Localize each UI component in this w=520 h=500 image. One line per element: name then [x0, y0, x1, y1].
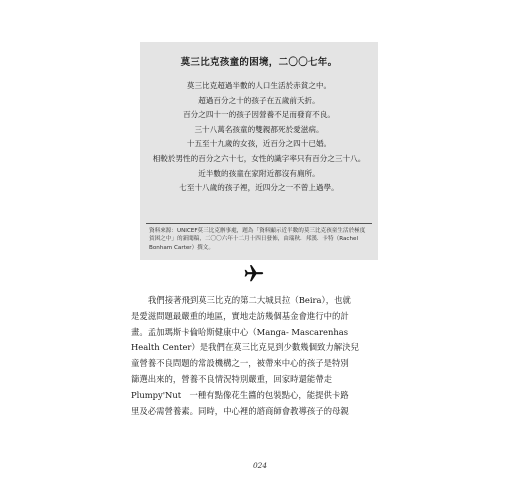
sidebar-fact: 莫三比克超過半數的人口生活於赤貧之中。	[186, 81, 332, 90]
body-line: 我們接著飛到莫三比克的第二大城貝拉（Beira），也就	[148, 295, 351, 305]
body-line: Health Center）是我們在莫三比克見到少數幾個致力解決兒	[131, 342, 359, 353]
sidebar-fact: 相較於男性的百分之六十七，女性的識字率只有百分之三十八。	[152, 153, 366, 163]
body-paragraph	[131, 293, 393, 419]
page-number: 024	[252, 461, 268, 470]
body-line: 里及必需營養素。同時，中心裡的諮商師會教導孩子的母親	[131, 405, 349, 416]
body-line: Plumpy'Nut 一種有點像花生醬的包裝點心，能提供卡路	[131, 389, 349, 400]
sidebar-divider	[146, 223, 372, 224]
sidebar-title: 莫三比克孩童的困境，二〇〇七年。	[180, 57, 338, 68]
sidebar-fact: 近半數的孩童在家附近都沒有廁所。	[198, 168, 320, 178]
statistics-sidebar-box	[140, 42, 378, 260]
sidebar-fact: 超過百分之十的孩子在五歲前夭折。	[198, 95, 320, 105]
sidebar-fact: 七至十八歲的孩子裡，近四分之一不曾上過學。	[179, 183, 339, 193]
body-line: 童營養不良問題的常設機構之一，被帶來中心的孩子是特別	[131, 358, 349, 369]
body-line: 畫。孟加瑪斯卡倫哈斯健康中心（Manga- Mascarenhas	[131, 326, 349, 337]
sidebar-fact: 三十八萬名孩童的雙親都死於愛滋病。	[194, 124, 324, 134]
sidebar-fact: 十五至十九歲的女孩，近百分之四十已婚。	[186, 139, 332, 149]
sidebar-fact: 百分之四十一的孩子因營養不足而發育不良。	[183, 110, 335, 120]
airplane-icon	[243, 262, 265, 284]
sidebar-facts-list	[140, 79, 378, 196]
sidebar-source-note: 資料來源：UNICEF莫三比克辦事處，題為「資料顯示近半數的莫三比克孩童生活於極度貧困之中」的新聞稿，二〇〇六年十二月十四日發佈，由瑞秋．邦漢．卡特（Rachel Bonham Carter）撰文。	[149, 228, 366, 251]
body-line: 篩選出來的，營養不良情況特別嚴重，回家時還能帶走	[131, 373, 332, 384]
body-line: 是愛滋問題最嚴重的地區，實地走訪幾個基金會進行中的計	[131, 310, 349, 321]
